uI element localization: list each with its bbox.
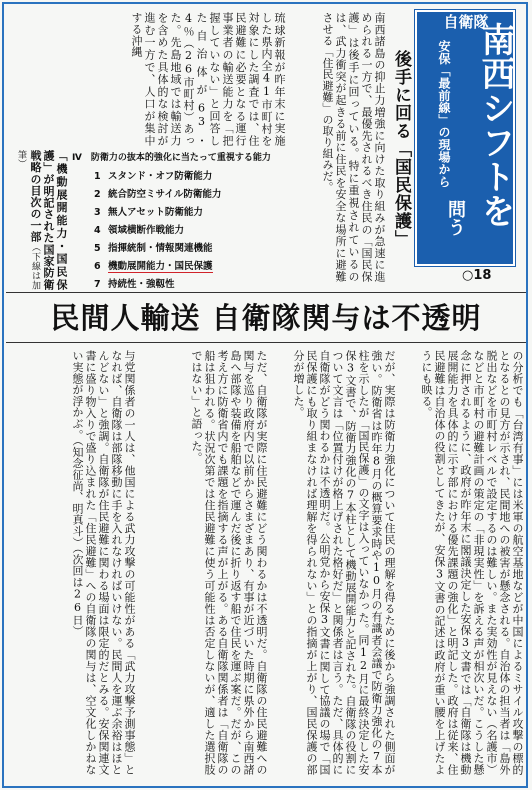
table-row: 7 持続性・強靱性 xyxy=(94,279,175,290)
table-row: 1 スタンド・オフ防衛能力 xyxy=(94,171,213,182)
table-row: 2 統合防空ミサイル防衛能力 xyxy=(94,189,222,200)
series-title: 南西シフトを xyxy=(475,22,515,228)
table-row: 4 領域横断作戦能力 xyxy=(94,225,185,236)
table-row: 5 指揮統制・情報関連機能 xyxy=(94,243,213,254)
table-caption: 「機動展開能力・国民保護」が明記された国家防衛戦略の目次の一部（下線は加筆） xyxy=(16,150,68,290)
table-row: 6 機動展開能力・国民保護 xyxy=(94,261,213,272)
series-number: ○18 xyxy=(462,268,492,283)
body-column-upper-3: 琉球新報が昨年末に実施した県内全41市町村を対象にした調査では、住民避難に必要となる運行事業者の輸送能力を「把握していない」と回答した自治体が63・4％（26市町村）あった。先島地域では輸送力を含めた具体的な検討が進む一方で、人口が集中する沖縄 xyxy=(130,12,286,146)
series-tag: 安保「最前線」の現場から xyxy=(437,40,451,188)
divider xyxy=(6,292,526,293)
divider xyxy=(6,342,526,343)
series-label: 自衛隊 xyxy=(443,13,489,31)
body-column-lower-4: 与党関係者の一人は、他国による武力攻撃の可能性がある「武力攻撃予測事態」となれば、自衛隊は部隊移動に手を入れなければいけない。民間人を運ぶ余裕はほとんどない」と強調。自衛隊が住民避難に関わる場面は限定的だとみる。安保関連文書に盛り物入りで盛り込まれた「住民避難」への自衛隊の関与は、空文化しかねない実態が浮かぶ。（知念征尚、明真斗）（次回は26日） xyxy=(71,350,136,775)
next-installment: （次回は26日） xyxy=(71,547,84,637)
capabilities-table xyxy=(72,150,287,290)
subheadline: 後手に回る「国民保護」 xyxy=(391,50,411,248)
body-column-lower-3: ただ、自衛隊が実際に住民避難にどう関わるかは不透明だ。自衛隊の住民避難への関与を巡り政府内で以前からさまざまあり、有事が近づいた時期に県外から南西諸島へ部隊や装備を船舶などで運んだ後に折り返す船で住民を運ぶ案だ。だが、この考え方に防衛省内でも課題を指摘する声が上がる。ある自衛隊関係者は「自衛隊の船は狙われる。状況次第では住民避難に使う可能性は否定しないが、適した選択肢ではない」と語った。 xyxy=(190,350,268,775)
underlined-row-label: 機動展開能力・国民保護 xyxy=(108,261,213,272)
table-row: 3 無人アセット防衛能力 xyxy=(94,207,203,218)
series-title-tail: 問う xyxy=(445,200,466,237)
table-title: Ⅳ 防衛力の抜本的強化に当たって重視する能力 xyxy=(72,153,271,163)
headline: 民間人輸送 自衛隊関与は不透明 xyxy=(50,301,482,335)
byline: （知念征尚、明真斗） xyxy=(71,440,84,548)
body-column-lower-2: だが、実際は防衛力強化について住民の理解を得るために後から強調された側面が強い。防衛省は昨年8月の概算要求時や10月の有識者会議で防衛力強化の7本柱を示したが「国民保護」の文字は入っていなかった。同12月に最終決定した安保3文書で、防衛力強化の7本柱として機動展開能力と記された。自衛隊の役割について文言は「位置付けが格上げされた格好だ」と関係者は言う。ただ、具体的に自衛隊がどう関わるかは不透明だ。公明党から安保3文書に関して協議の場で「国民保護にも取り組まなければ理解を得られない」との指摘が上がり、国民保護の部分が増した。 xyxy=(292,350,396,775)
body-column-lower-1: の分析でも「台湾有事」には米軍の航空基地などが中国によるミサイル攻撃の標的となるとの見方が示され、民間地への被害が懸念される。自治体の担当者は「島外脱出などを市町村レベルで設定するのは難しい。また実効性が見えない（名護市）などと市町村の避難計画の策定の「非現実性」を訴える声が相次いだ。こうした懸念に押されるように、政府が昨年末に閣議決定した安保3文書では「自衛隊は機動展開能力を具体的に示す部における優先課題の強化」と明記した。政府は従来、住民避難は自治体の役割としてきたが、安保3文書の記述は政府が重い腰を上げたようにも映る。 xyxy=(420,350,524,775)
body-column-upper-1: 南西諸島の抑止力増強に向けた取り組みが急速に進められる一方で、最優先されるべき住民の「国民保護」は後手に回っている。特に重視されているのは、武力衝突が起きる前に住民を安全な場所に避難させる「住民避難」の取り組みだ。 xyxy=(321,12,386,282)
